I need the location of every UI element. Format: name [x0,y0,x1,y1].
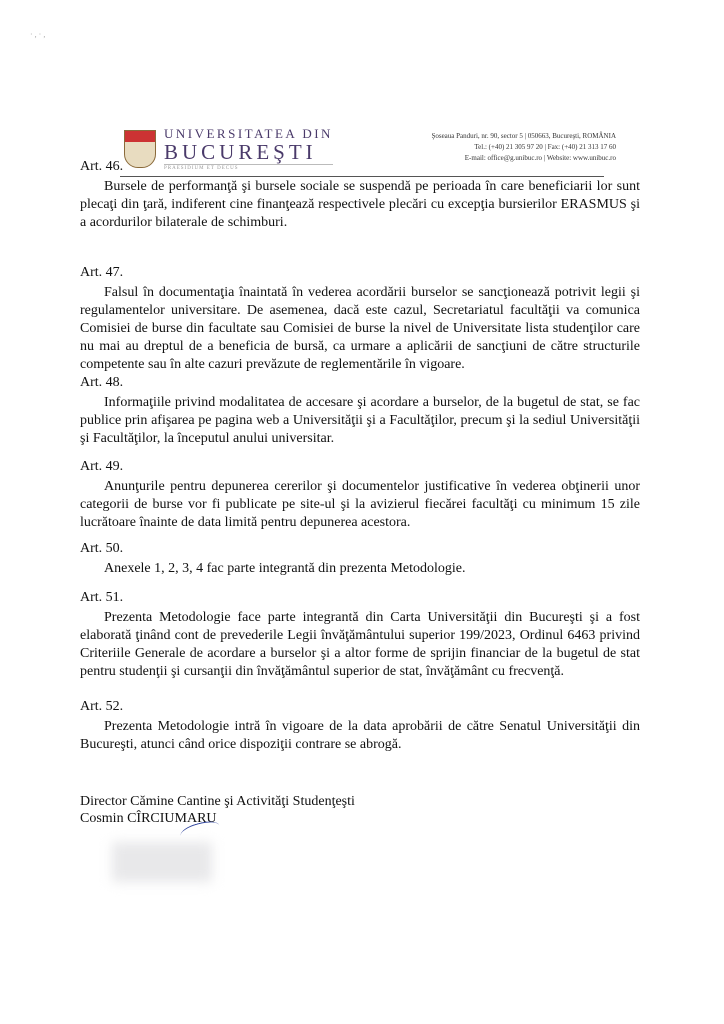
university-motto: PRAESIDIUM ET DECUS [164,164,333,171]
article-46 [80,158,640,232]
article-text: Anunţurile pentru depunerea cererilor şi documentelor justificative în vederea obţinerii unor categorii de burse vor fi publicate pe site-ul şi la avizierul fiecărei facultăţi cu minimum 15 zile lucrătoare înainte de data limită pentru depunerea acestora. [80,479,640,530]
article-title: Art. 50. [80,541,124,556]
email-website: E-mail: office@g.unibuc.ro | Website: www.unibuc.ro [464,154,616,162]
article-47 [80,264,640,374]
article-text: Prezenta Metodologie face parte integrantă din Carta Universităţii din Bucureşti şi a fost elaborată ţinând cont de prevederile Legii învăţământului superior 199/2023, Ordinul 6463 privind Criteriile Generale de acordare a burselor şi a altor forme de sprijin financiar de la bugetul de stat pentru studenţii şi cursanţii din învăţământul superior de stat, învăţământ cu frecvenţă. [80,610,640,679]
address: Şoseaua Panduri, nr. 90, sector 5 | 050663, Bucureşti, ROMÂNIA [431,132,616,140]
article-text: Informaţiile privind modalitatea de accesare şi acordare a burselor, de la bugetul de stat, se fac publice prin afişarea pe pagina web a Universităţii şi a Facultăţilor, precum şi la sediul Universităţii şi Facultăţilor, la începutul anului universitar. [80,395,640,446]
article-49 [80,458,640,532]
article-title: Art. 48. [80,375,124,390]
signatory-name: Cosmin CÎRCIUMARU [80,811,217,826]
university-name-line1: UNIVERSITATEA DIN [164,126,333,141]
article-text: Anexele 1, 2, 3, 4 fac parte integrantă din prezenta Metodologie. [104,561,466,576]
article-title: Art. 52. [80,699,124,714]
article-50 [80,540,640,578]
article-text: Bursele de performanţă şi bursele sociale se suspendă pe perioada în care beneficiarii lor sunt plecaţi din ţară, indiferent cine finanţează respectivele plecări cu excepţia bursierilor ERASMUS şi a acordurilor bilaterale de schimburi. [80,179,640,230]
article-title: Art. 51. [80,590,124,605]
article-48 [80,374,640,448]
university-name-line2: BUCUREŞTI [164,140,317,164]
article-52 [80,698,640,754]
signatory-role: Director Cămine Cantine şi Activităţi Studenţeşti [80,794,355,809]
redacted-stamp [112,842,212,882]
article-title: Art. 49. [80,459,124,474]
article-title: Art. 47. [80,265,124,280]
article-51 [80,589,640,681]
signature-block [80,793,355,827]
article-title: Art. 46. [80,159,124,174]
scan-specks: · , · , [30,30,46,39]
phone: Tel.: (+40) 21 305 97 20 | Fax: (+40) 21 313 17 60 [474,143,616,151]
article-text: Prezenta Metodologie intră în vigoare de la data aprobării de către Senatul Universităţii din Bucureşti, atunci când orice dispoziţii contrare se abrogă. [80,719,640,752]
article-text: Falsul în documentaţia înaintată în vederea acordării burselor se sancţionează potrivit legii şi regulamentelor universitare. De asemenea, dacă este cazul, Secretariatul facultăţii va comunica Comisiei de burse din facultate sau Comisiei de burse la nivel de Universitate lista studenţilor care nu mai au dreptul de a beneficia de bursă, ca urmare a aplicării de sancţiuni de către structurile competente sau în alte cazuri prevăzute de reglementările în vigoare. [80,285,640,372]
